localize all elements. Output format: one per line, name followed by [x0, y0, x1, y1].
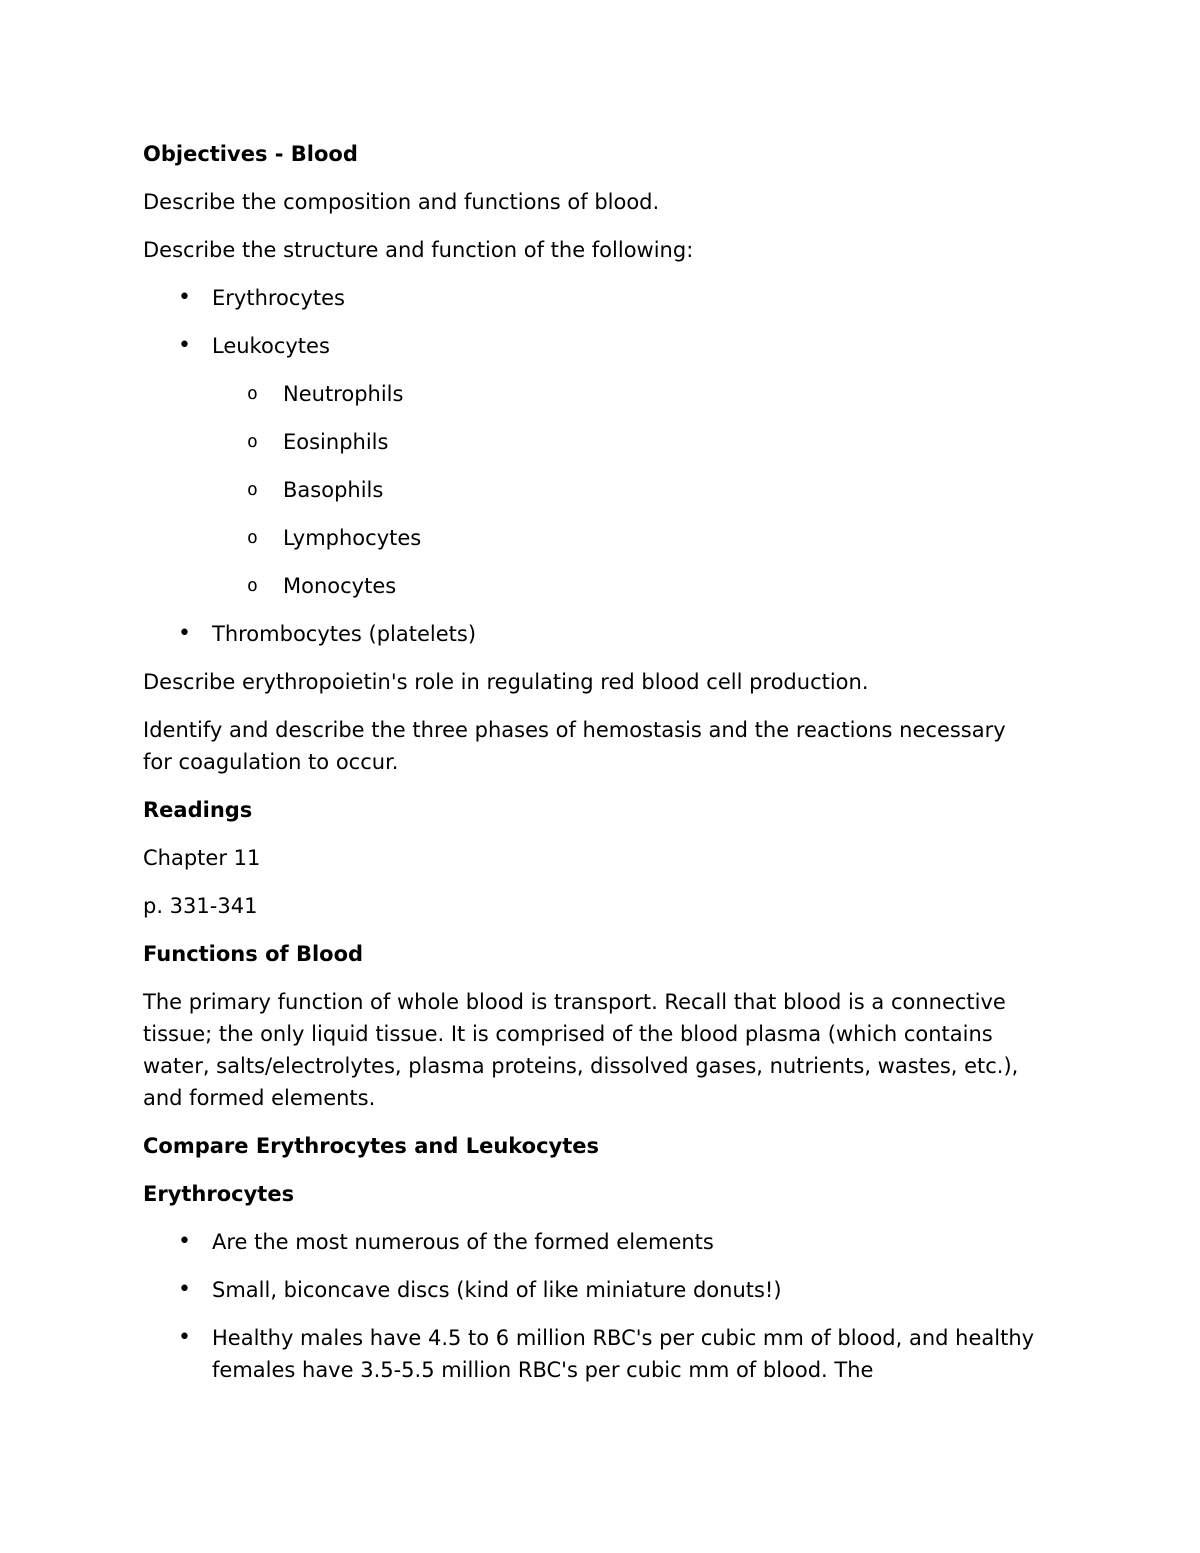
- list-item-biconcave-discs: [143, 1274, 1038, 1306]
- list-item-rbc-counts: [143, 1322, 1038, 1386]
- list-item-label: Lymphocytes: [283, 526, 422, 550]
- list-item-label: Neutrophils: [283, 382, 404, 406]
- paragraph-hemostasis: Identify and describe the three phases of hemostasis and the reactions necessary for coagulation to occur.: [143, 718, 1006, 774]
- heading-readings: Readings: [143, 798, 253, 822]
- list-item-neutrophils: [143, 378, 1038, 410]
- bullet-circle-icon: o: [247, 383, 258, 404]
- bullet-circle-icon: o: [247, 527, 258, 548]
- list-item-most-numerous: [143, 1226, 1038, 1258]
- heading-functions-of-blood: Functions of Blood: [143, 942, 364, 966]
- paragraph-composition: Describe the composition and functions of blood.: [143, 190, 660, 214]
- paragraph-erythropoietin: Describe erythropoietin's role in regulating red blood cell production.: [143, 670, 869, 694]
- bullet-circle-icon: o: [247, 431, 258, 452]
- bullet-circle-icon: o: [247, 575, 258, 596]
- bullet-disc-icon: •: [178, 1325, 191, 1350]
- list-item-label: Eosinphils: [283, 430, 389, 454]
- list-item-label: Small, biconcave discs (kind of like miniature donuts!): [212, 1278, 782, 1302]
- list-item-label: Basophils: [283, 478, 384, 502]
- list-item-erythrocytes: [143, 282, 1038, 314]
- bullet-disc-icon: •: [178, 333, 191, 358]
- bullet-disc-icon: •: [178, 1229, 191, 1254]
- list-item-monocytes: [143, 570, 1038, 602]
- list-item-label: Thrombocytes (platelets): [212, 622, 477, 646]
- list-item-thrombocytes: [143, 618, 1038, 650]
- list-item-label: Are the most numerous of the formed elements: [212, 1230, 714, 1254]
- list-item-label: Healthy males have 4.5 to 6 million RBC's per cubic mm of blood, and healthy females have 3.5-5.5 million RBC's per cubic mm of blood. The: [212, 1326, 1035, 1382]
- paragraph-functions-body: The primary function of whole blood is transport. Recall that blood is a connective tissue; the only liquid tissue. It is comprised of the blood plasma (which contains water, salts/electrolytes, plasma proteins, dissolved gases, nutrients, wastes, etc.), and formed elements.: [143, 990, 1019, 1110]
- bullet-circle-icon: o: [247, 479, 258, 500]
- paragraph-structure-function: Describe the structure and function of the following:: [143, 238, 694, 262]
- bullet-disc-icon: •: [178, 285, 191, 310]
- list-item-basophils: [143, 474, 1038, 506]
- bullet-disc-icon: •: [178, 1277, 191, 1302]
- heading-objectives-blood: Objectives - Blood: [143, 142, 358, 166]
- list-item-label: Monocytes: [283, 574, 397, 598]
- list-item-leukocytes: [143, 330, 1038, 362]
- list-item-label: Erythrocytes: [212, 286, 345, 310]
- bullet-disc-icon: •: [178, 621, 191, 646]
- paragraph-chapter: Chapter 11: [143, 846, 261, 870]
- paragraph-pages: p. 331-341: [143, 894, 258, 918]
- list-item-lymphocytes: [143, 522, 1038, 554]
- heading-erythrocytes: Erythrocytes: [143, 1182, 295, 1206]
- list-item-label: Leukocytes: [212, 334, 330, 358]
- heading-compare-erythrocytes-leukocytes: Compare Erythrocytes and Leukocytes: [143, 1134, 600, 1158]
- list-item-eosinphils: [143, 426, 1038, 458]
- document-content: [143, 138, 1038, 1386]
